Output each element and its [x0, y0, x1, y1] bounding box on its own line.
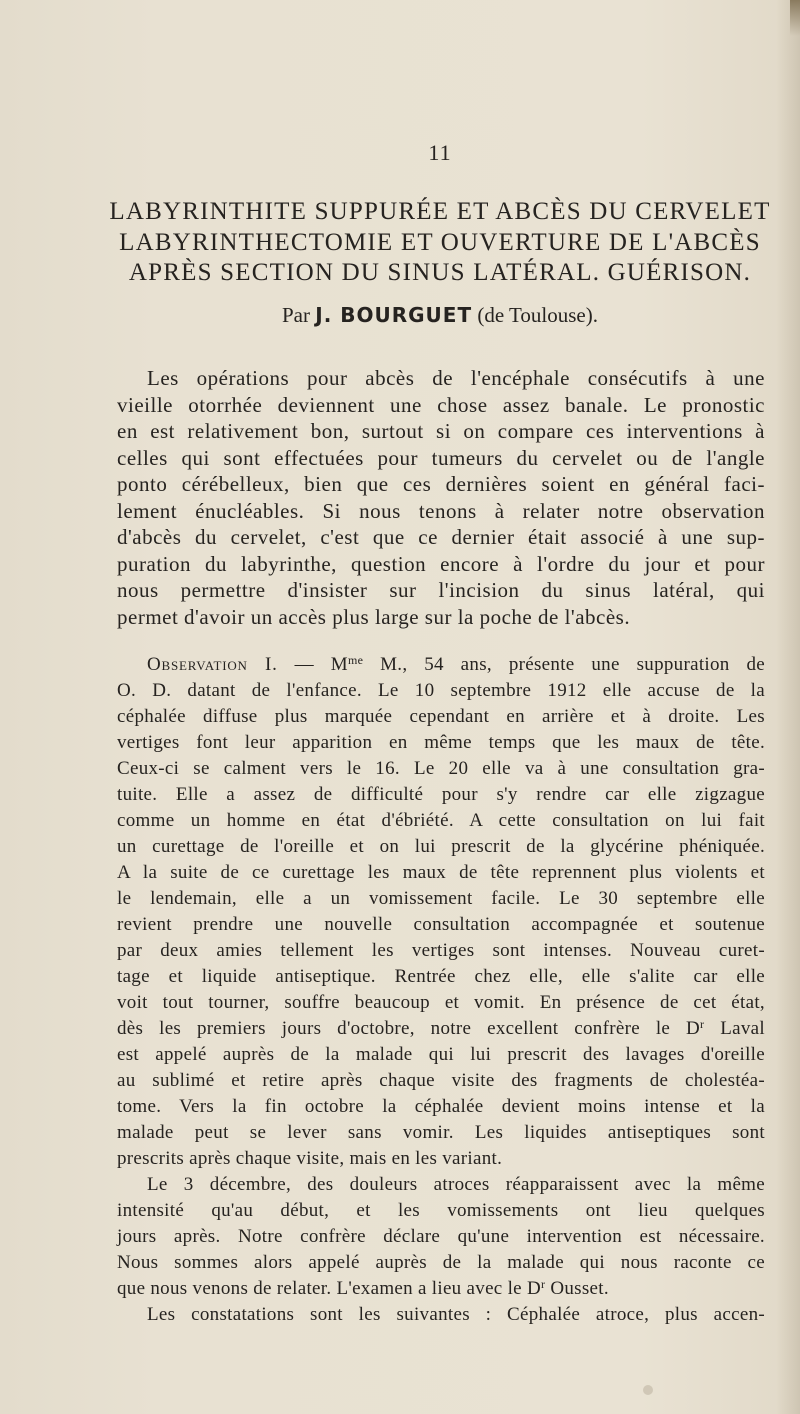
intro-line: en est relativement bon, surtout si on compare ces interventions à — [117, 419, 765, 443]
intro-line: lement énucléables. Si nous tenons à relater notre observation — [117, 498, 765, 523]
observation-line: O. D. datant de l'enfance. Le 10 septembre 1912 elle accuse de la — [117, 680, 765, 701]
observation-line: au sublimé et retire après chaque visite des fragments de cholestéa- — [117, 1070, 765, 1091]
observation-line: céphalée diffuse plus marquée cependant en arrière et à droite. Les — [117, 706, 765, 727]
observation-text: M., 54 ans, présente une suppuration de — [363, 654, 765, 675]
title-line-1: LABYRINTHITE SUPPURÉE ET ABCÈS DU CERVELET — [109, 198, 771, 225]
paper-speck — [643, 1385, 653, 1395]
observation-line: un curettage de l'oreille et on lui prescrit de la glycérine phéniquée. — [117, 836, 765, 857]
page-number: 11 — [428, 140, 452, 165]
observation-line: le lendemain, elle a un vomissement facile. Le 30 septembre elle — [117, 888, 765, 909]
observation-first-line — [147, 652, 765, 678]
observation-line: revient prendre une nouvelle consultation accompagnée et soutenue — [117, 914, 765, 935]
observation-text: Ousset. — [545, 1278, 609, 1299]
observation-line: Ceux-ci se calment vers le 16. Le 20 elle va à une consultation gra- — [117, 758, 765, 779]
superscript: r — [540, 1277, 546, 1291]
byline-affiliation: (de Toulouse). — [477, 303, 598, 327]
byline — [60, 303, 800, 328]
title-line-3: APRÈS SECTION DU SINUS LATÉRAL. GUÉRISON. — [128, 259, 752, 286]
observation-line-laval — [117, 1016, 765, 1042]
observation-line: prescrits après chaque visite, mais en les variant. — [117, 1148, 503, 1169]
title-line-2: LABYRINTHECTOMIE ET OUVERTURE DE L'ABCÈS — [119, 229, 761, 256]
observation-line: malade peut se lever sans vomir. Les liquides antiseptiques sont — [117, 1122, 765, 1143]
observation-line: tome. Vers la fin octobre la céphalée devient moins intense et la — [117, 1096, 765, 1117]
intro-line: permet d'avoir un accès plus large sur la poche de l'abcès. — [117, 604, 631, 629]
intro-line: ponto cérébelleux, bien que ces dernières soient en général faci- — [117, 472, 765, 496]
superscript: r — [700, 1017, 705, 1031]
page-corner-mark — [790, 0, 800, 36]
observation-heading: Observation I. — [147, 654, 278, 675]
observation-line: Le 3 décembre, des douleurs atroces réapparaissent avec la même — [147, 1174, 765, 1195]
observation-line: par deux amies tellement les vertiges sont intenses. Nouveau curet- — [117, 940, 765, 961]
intro-line: vieille otorrhée deviennent une chose assez banale. Le pronostic — [117, 392, 765, 417]
observation-text: Laval — [704, 1018, 765, 1039]
observation-text: que nous venons de relater. L'examen a lieu avec le D — [117, 1278, 541, 1299]
observation-text: dès les premiers jours d'octobre, notre excellent confrère le D — [117, 1018, 701, 1039]
observation-line: Les constatations sont les suivantes : Céphalée atroce, plus accen- — [147, 1304, 765, 1325]
byline-prefix: Par — [282, 303, 310, 327]
observation-line: tage et liquide antiseptique. Rentrée chez elle, elle s'alite car elle — [117, 966, 765, 987]
observation-line: Nous sommes alors appelé auprès de la malade qui nous raconte ce — [117, 1252, 765, 1273]
intro-line: nous permettre d'insister sur l'incision du sinus latéral, qui — [117, 578, 765, 602]
observation-line: intensité qu'au début, et les vomissements ont lieu quelques — [117, 1200, 765, 1221]
observation-line-ousset — [117, 1276, 765, 1302]
byline-author: J. BOURGUET — [315, 303, 473, 327]
observation-line: comme un homme en état d'ébriété. A cette consultation on lui fait — [117, 810, 765, 831]
observation-line: est appelé auprès de la malade qui lui prescrit des lavages d'oreille — [117, 1044, 765, 1065]
observation-line: tuite. Elle a assez de difficulté pour s'y rendre car elle zigzague — [117, 784, 765, 805]
intro-line: celles qui sont effectuées pour tumeurs du cervelet ou de l'angle — [117, 445, 765, 470]
observation-line: jours après. Notre confrère déclare qu'une intervention est nécessaire. — [117, 1226, 765, 1247]
intro-line: Les opérations pour abcès de l'encéphale consécutifs à une — [147, 366, 765, 390]
intro-line: puration du labyrinthe, question encore à l'ordre du jour et pour — [117, 551, 765, 576]
superscript: me — [347, 653, 364, 667]
observation-line: voit tout tourner, souffre beaucoup et vomit. En présence de cet état, — [117, 992, 765, 1013]
intro-line: d'abcès du cervelet, c'est que ce dernier était associé à une sup- — [117, 525, 765, 549]
observation-line: A la suite de ce curettage les maux de tête reprennent plus violents et — [117, 862, 765, 883]
observation-text: — M — [277, 654, 348, 675]
observation-line: vertiges font leur apparition en même temps que les maux de tête. — [117, 732, 765, 753]
